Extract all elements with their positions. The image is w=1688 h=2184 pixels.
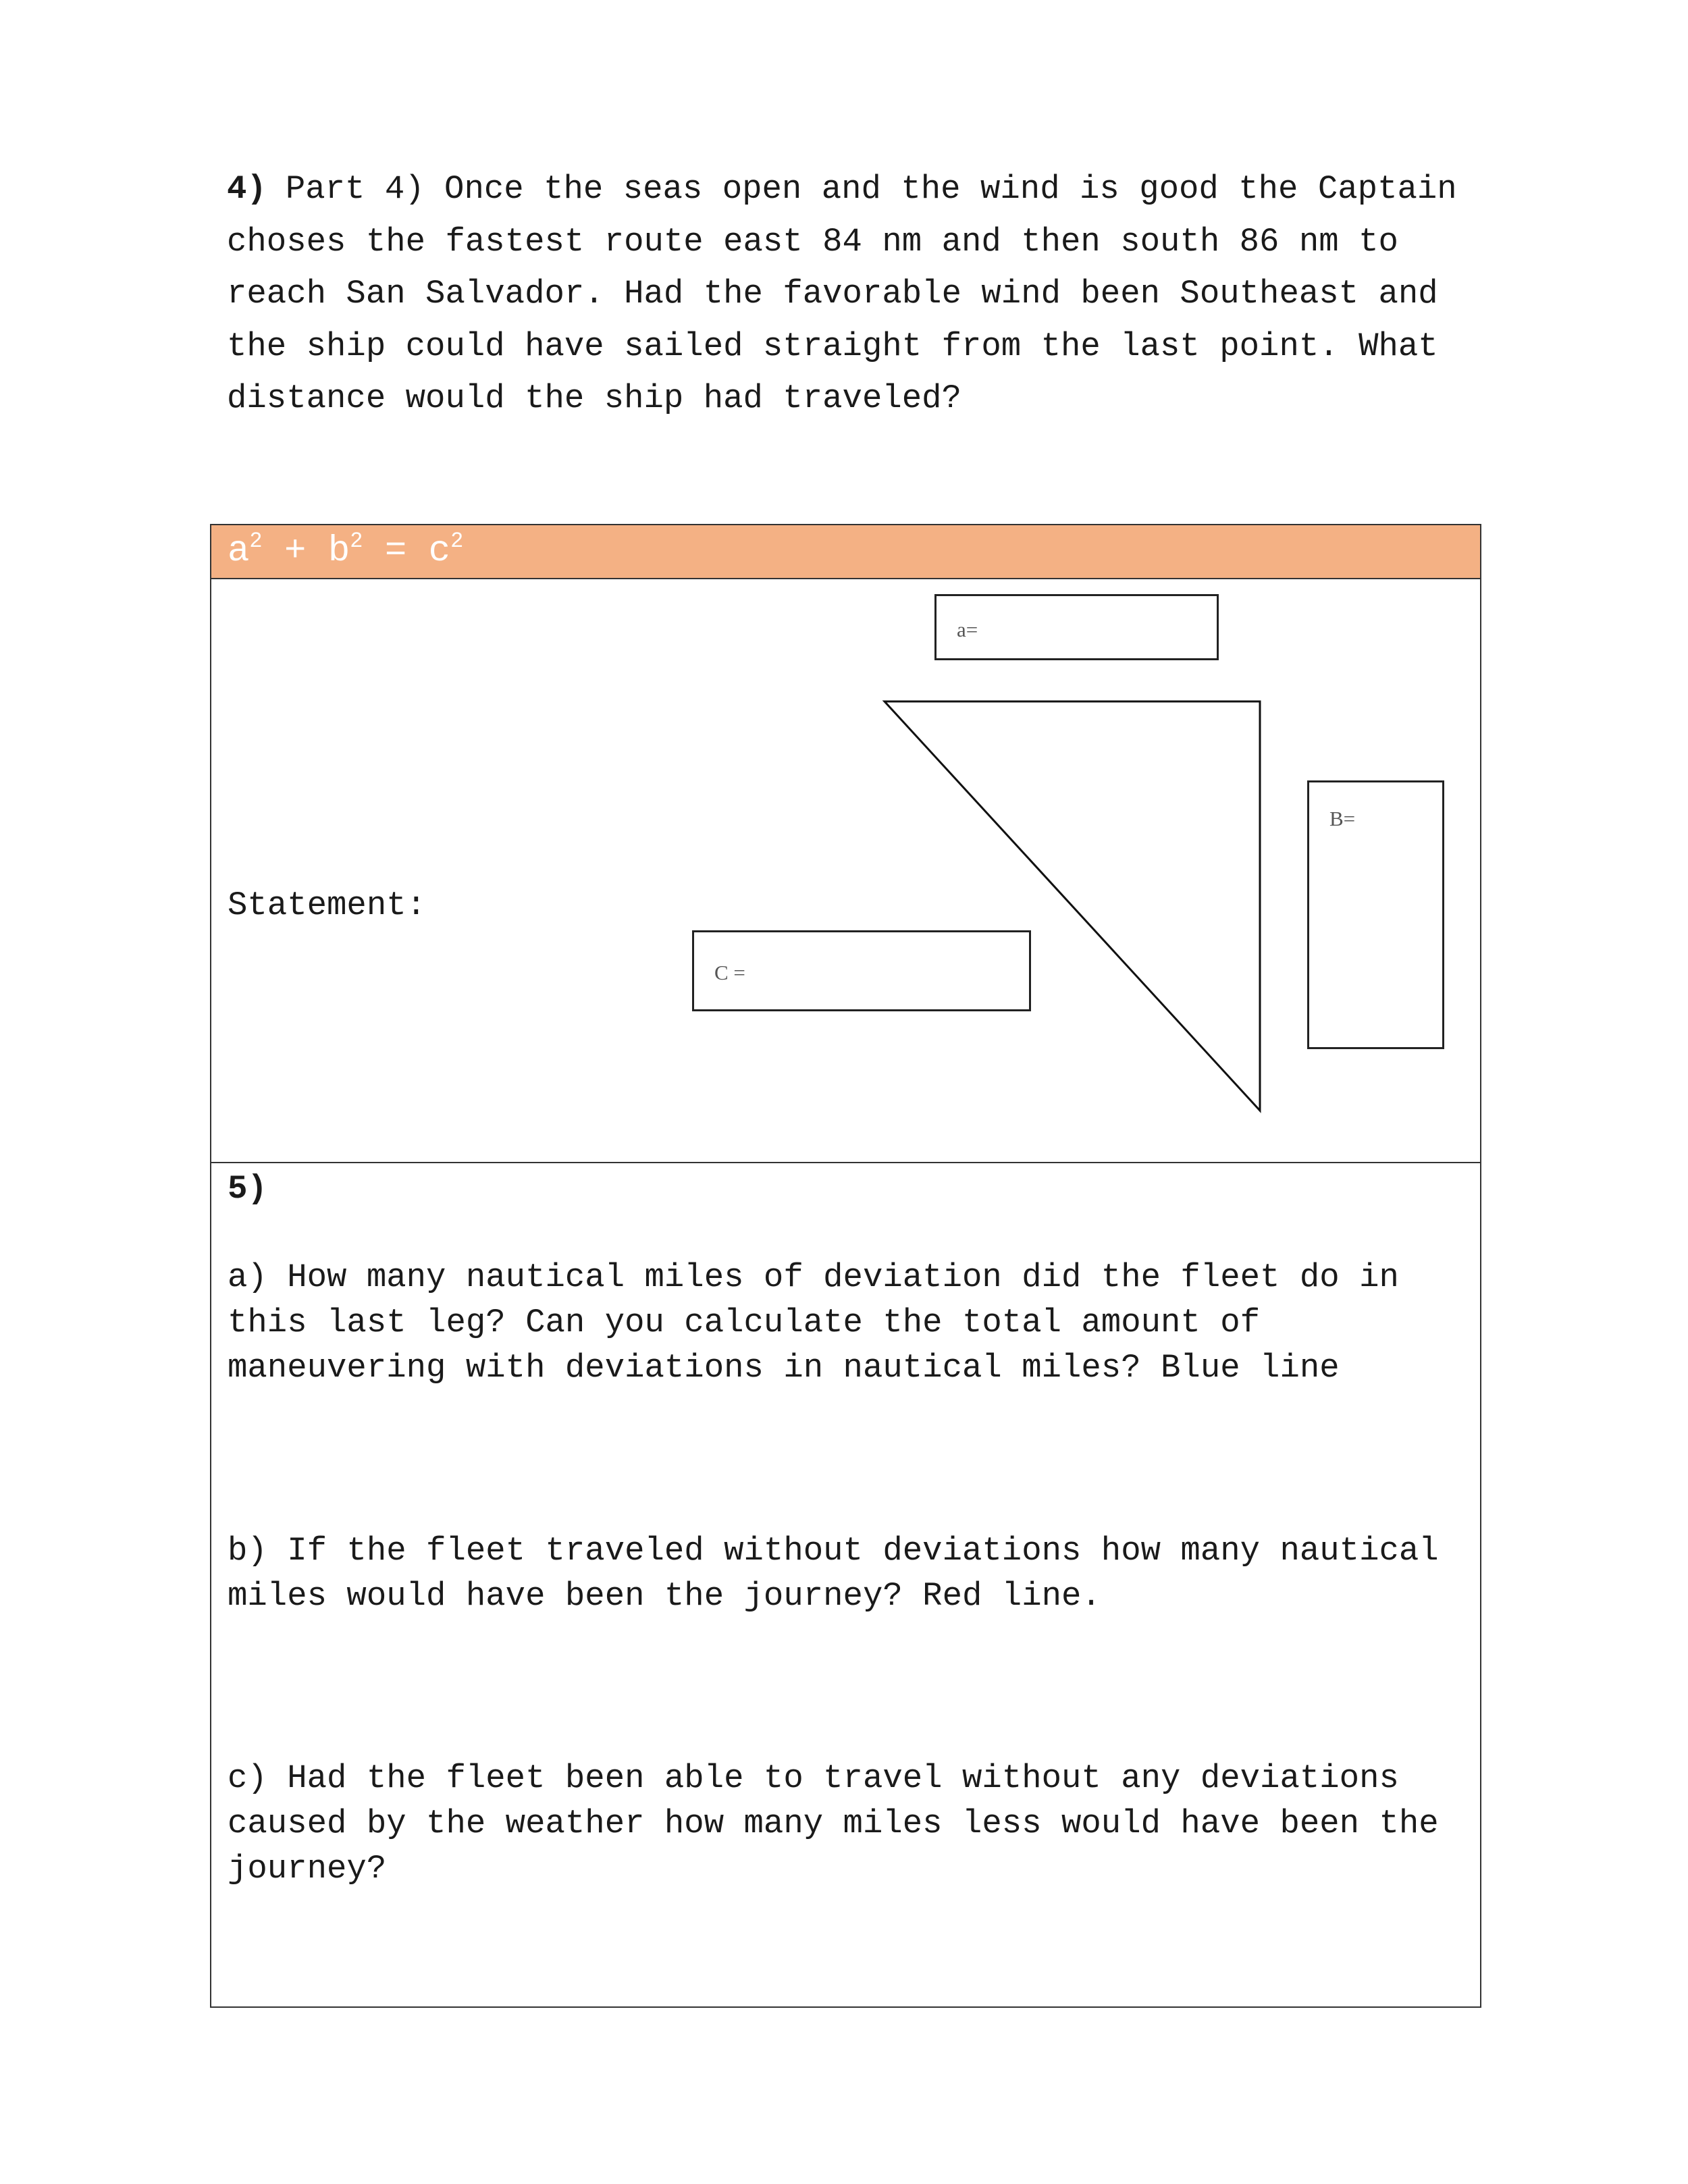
question-5-section [211, 1163, 1480, 2006]
right-triangle-diagram [876, 693, 1268, 1119]
formula-header [211, 525, 1480, 579]
question-5-part-b: b) If the fleet traveled without deviations how many nautical miles would have been the journey? Red line. [228, 1532, 1439, 1615]
question-4-number: 4) [227, 170, 267, 208]
formula-equals: = [363, 531, 429, 572]
pythagorean-formula [228, 527, 463, 577]
side-a-answer-box[interactable] [934, 594, 1219, 660]
statement-section [211, 579, 1480, 1163]
side-b-label: B= [1329, 807, 1356, 830]
formula-b: b [327, 531, 350, 572]
worksheet-table [210, 524, 1481, 2008]
side-b-answer-box[interactable] [1307, 780, 1444, 1049]
question-5-part-c: c) Had the fleet been able to travel without any deviations caused by the weather how many miles less would have been the journey? [228, 1759, 1439, 1888]
formula-b-exponent: 2 [350, 529, 363, 554]
formula-plus: + [262, 531, 328, 572]
right-triangle [885, 701, 1260, 1111]
question-4 [227, 163, 1496, 425]
statement-label: Statement: [228, 886, 427, 924]
question-5-part-a: a) How many nautical miles of deviation did the fleet do in this last leg? Can you calculate the total amount of maneuvering with deviations in nautical miles? Blue line [228, 1258, 1399, 1387]
side-a-label: a= [957, 618, 978, 641]
formula-a: a [228, 531, 250, 572]
formula-c: c [428, 531, 451, 572]
formula-c-exponent: 2 [450, 529, 464, 554]
formula-a-exponent: 2 [249, 529, 263, 554]
side-c-answer-box[interactable] [692, 930, 1031, 1011]
question-4-text: Part 4) Once the seas open and the wind is good the Captain choses the fastest route east 84 nm and then south 86 nm to reach San Salvador. Had the favorable wind been Southeast and the ship could have sailed straight from the last point. What distance would the ship had traveled? [227, 170, 1457, 417]
question-5-number: 5) [228, 1170, 267, 1208]
side-c-label: C = [714, 961, 745, 984]
